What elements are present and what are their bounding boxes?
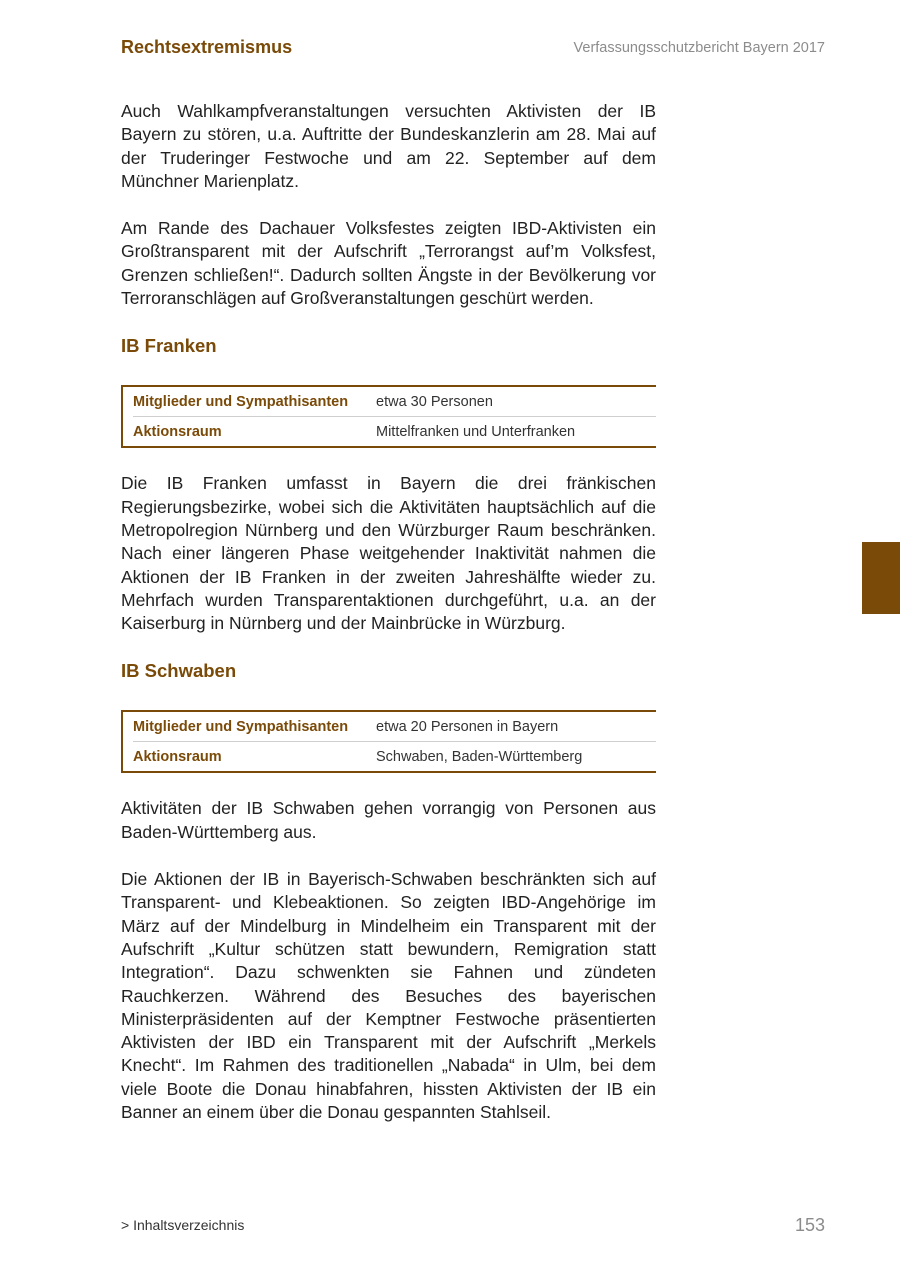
paragraph-wahlkampf: Auch Wahlkampfveranstaltungen versuchten Aktivisten der IB Bayern zu stören, u.a. Auftritte der Bundeskanzlerin am 28. Mai auf der Truderinger Festwoche und am 22. September auf dem Münchner Marienplatz. bbox=[121, 101, 656, 191]
fact-value: etwa 30 Personen bbox=[376, 393, 493, 410]
fact-row-area bbox=[133, 741, 656, 771]
fact-label: Mitglieder und Sympathisanten bbox=[133, 393, 349, 410]
fact-label: Aktionsraum bbox=[133, 748, 222, 765]
fact-box-schwaben bbox=[121, 710, 656, 773]
paragraph-schwaben-origin: Aktivitäten der IB Schwaben gehen vorrangig von Personen aus Baden-Württemberg aus. bbox=[121, 798, 656, 842]
fact-row-members bbox=[133, 387, 656, 416]
chapter-tab-marker bbox=[862, 542, 900, 614]
fact-label: Mitglieder und Sympathisanten bbox=[133, 718, 349, 735]
report-title: Verfassungsschutzbericht Bayern 2017 bbox=[573, 40, 825, 56]
fact-value: Mittelfranken und Unterfranken bbox=[376, 423, 576, 440]
toc-link[interactable]: > Inhaltsverzeichnis bbox=[121, 1217, 245, 1233]
fact-box-franken bbox=[121, 385, 656, 448]
paragraph-schwaben-actions: Die Aktionen der IB in Bayerisch-Schwaben beschränkten sich auf Transparent- und Klebeaktionen. So zeigten IBD-Angehörige im März auf der Mindelburg in Mindelheim ein Transparent mit der Aufschrift „Kultur schützen statt bewundern, Remigration statt Integration“. Dazu schwenkten sie Fahnen und zündeten Rauchkerzen. Während des Besuches des bayerischen Ministerpräsidenten auf der Kemptner Festwoche präsentierten Aktivisten der IBD ein Transparent mit der Aufschrift „Merkels Knecht“. Im Rahmen des traditionellen „Nabada“ in Ulm, bei dem viele Boote die Donau hinabfahren, hissten Aktivisten der IB ein Banner an einem über die Donau gespannten Stahlseil. bbox=[121, 869, 656, 1123]
fact-row-area bbox=[133, 416, 656, 446]
heading-ib-schwaben: IB Schwaben bbox=[121, 660, 237, 682]
heading-ib-franken: IB Franken bbox=[121, 335, 217, 357]
fact-row-members bbox=[133, 712, 656, 741]
fact-value: Schwaben, Baden-Württemberg bbox=[376, 748, 583, 765]
page-content bbox=[121, 100, 656, 1148]
page-number: 153 bbox=[794, 1215, 825, 1235]
fact-value: etwa 20 Personen in Bayern bbox=[376, 718, 559, 735]
paragraph-franken: Die IB Franken umfasst in Bayern die drei fränkischen Regierungsbezirke, wobei sich die Aktivitäten hauptsächlich auf die Metropolregion Nürnberg und den Würzburger Raum beschränken. Nach einer längeren Phase weitgehender Inaktivität nahmen die Aktionen der IB Franken in der zweiten Jahreshälfte wieder zu. Mehrfach wurden Transparentaktionen durchgeführt, u.a. an der Kaiserburg in Nürnberg und der Mainbrücke in Würzburg. bbox=[121, 473, 656, 634]
fact-label: Aktionsraum bbox=[133, 423, 222, 440]
paragraph-dachau: Am Rande des Dachauer Volksfestes zeigten IBD-Aktivisten ein Großtransparent mit der Aufschrift „Terrorangst auf’m Volksfest, Grenzen schließen!“. Dadurch sollten Ängste in der Bevölkerung vor Terroranschlägen auf Großveranstaltungen geschürt werden. bbox=[121, 218, 656, 309]
section-title: Rechtsextremismus bbox=[121, 37, 293, 57]
